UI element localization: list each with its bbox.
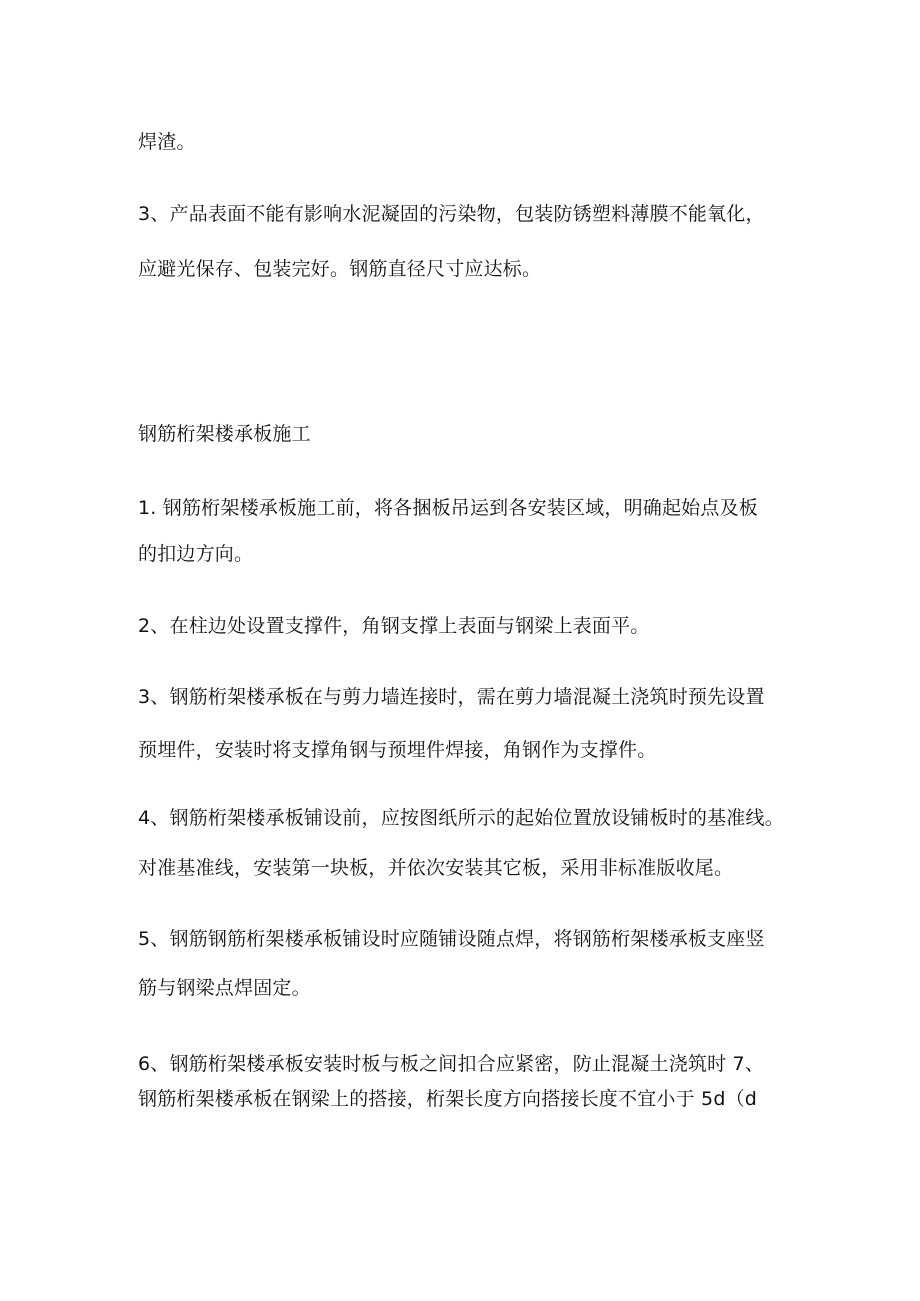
text-line: 应避光保存、包装完好。钢筋直径尺寸应达标。 — [138, 258, 542, 280]
text-line: 3、产品表面不能有影响水泥凝固的污染物，包装防锈塑料薄膜不能氧化， — [138, 203, 765, 225]
text-line: 预埋件，安装时将支撑角钢与预埋件焊接，角钢作为支撑件。 — [138, 739, 657, 761]
text-line: 3、钢筋桁架楼承板在与剪力墙连接时，需在剪力墙混凝土浇筑时预先设置 — [138, 686, 765, 708]
text-line: 钢筋桁架楼承板在钢梁上的搭接，桁架长度方向搭接长度不宜小于 5d（d — [138, 1088, 758, 1110]
text-line: 2、在柱边处设置支撑件，角钢支撑上表面与钢梁上表面平。 — [138, 615, 650, 637]
text-line: 4、钢筋桁架楼承板铺设前，应按图纸所示的起始位置放设铺板时的基准线。 — [138, 807, 784, 829]
text-line: 筋与钢梁点焊固定。 — [138, 977, 311, 999]
text-line: 对准基准线，安装第一块板，并依次安装其它板，采用非标准版收尾。 — [138, 857, 734, 879]
text-line: 5、钢筋钢筋桁架楼承板铺设时应随铺设随点焊，将钢筋桁架楼承板支座竖 — [138, 928, 765, 950]
section-heading: 钢筋桁架楼承板施工 — [138, 423, 311, 445]
text-line: 1. 钢筋桁架楼承板施工前，将各捆板吊运到各安装区域，明确起始点及板 — [138, 497, 758, 519]
text-line: 焊渣。 — [138, 131, 196, 153]
text-line: 6、钢筋桁架楼承板安装时板与板之间扣合应紧密，防止混凝土浇筑时 7、 — [138, 1053, 765, 1075]
text-line: 的扣边方向。 — [138, 543, 254, 565]
